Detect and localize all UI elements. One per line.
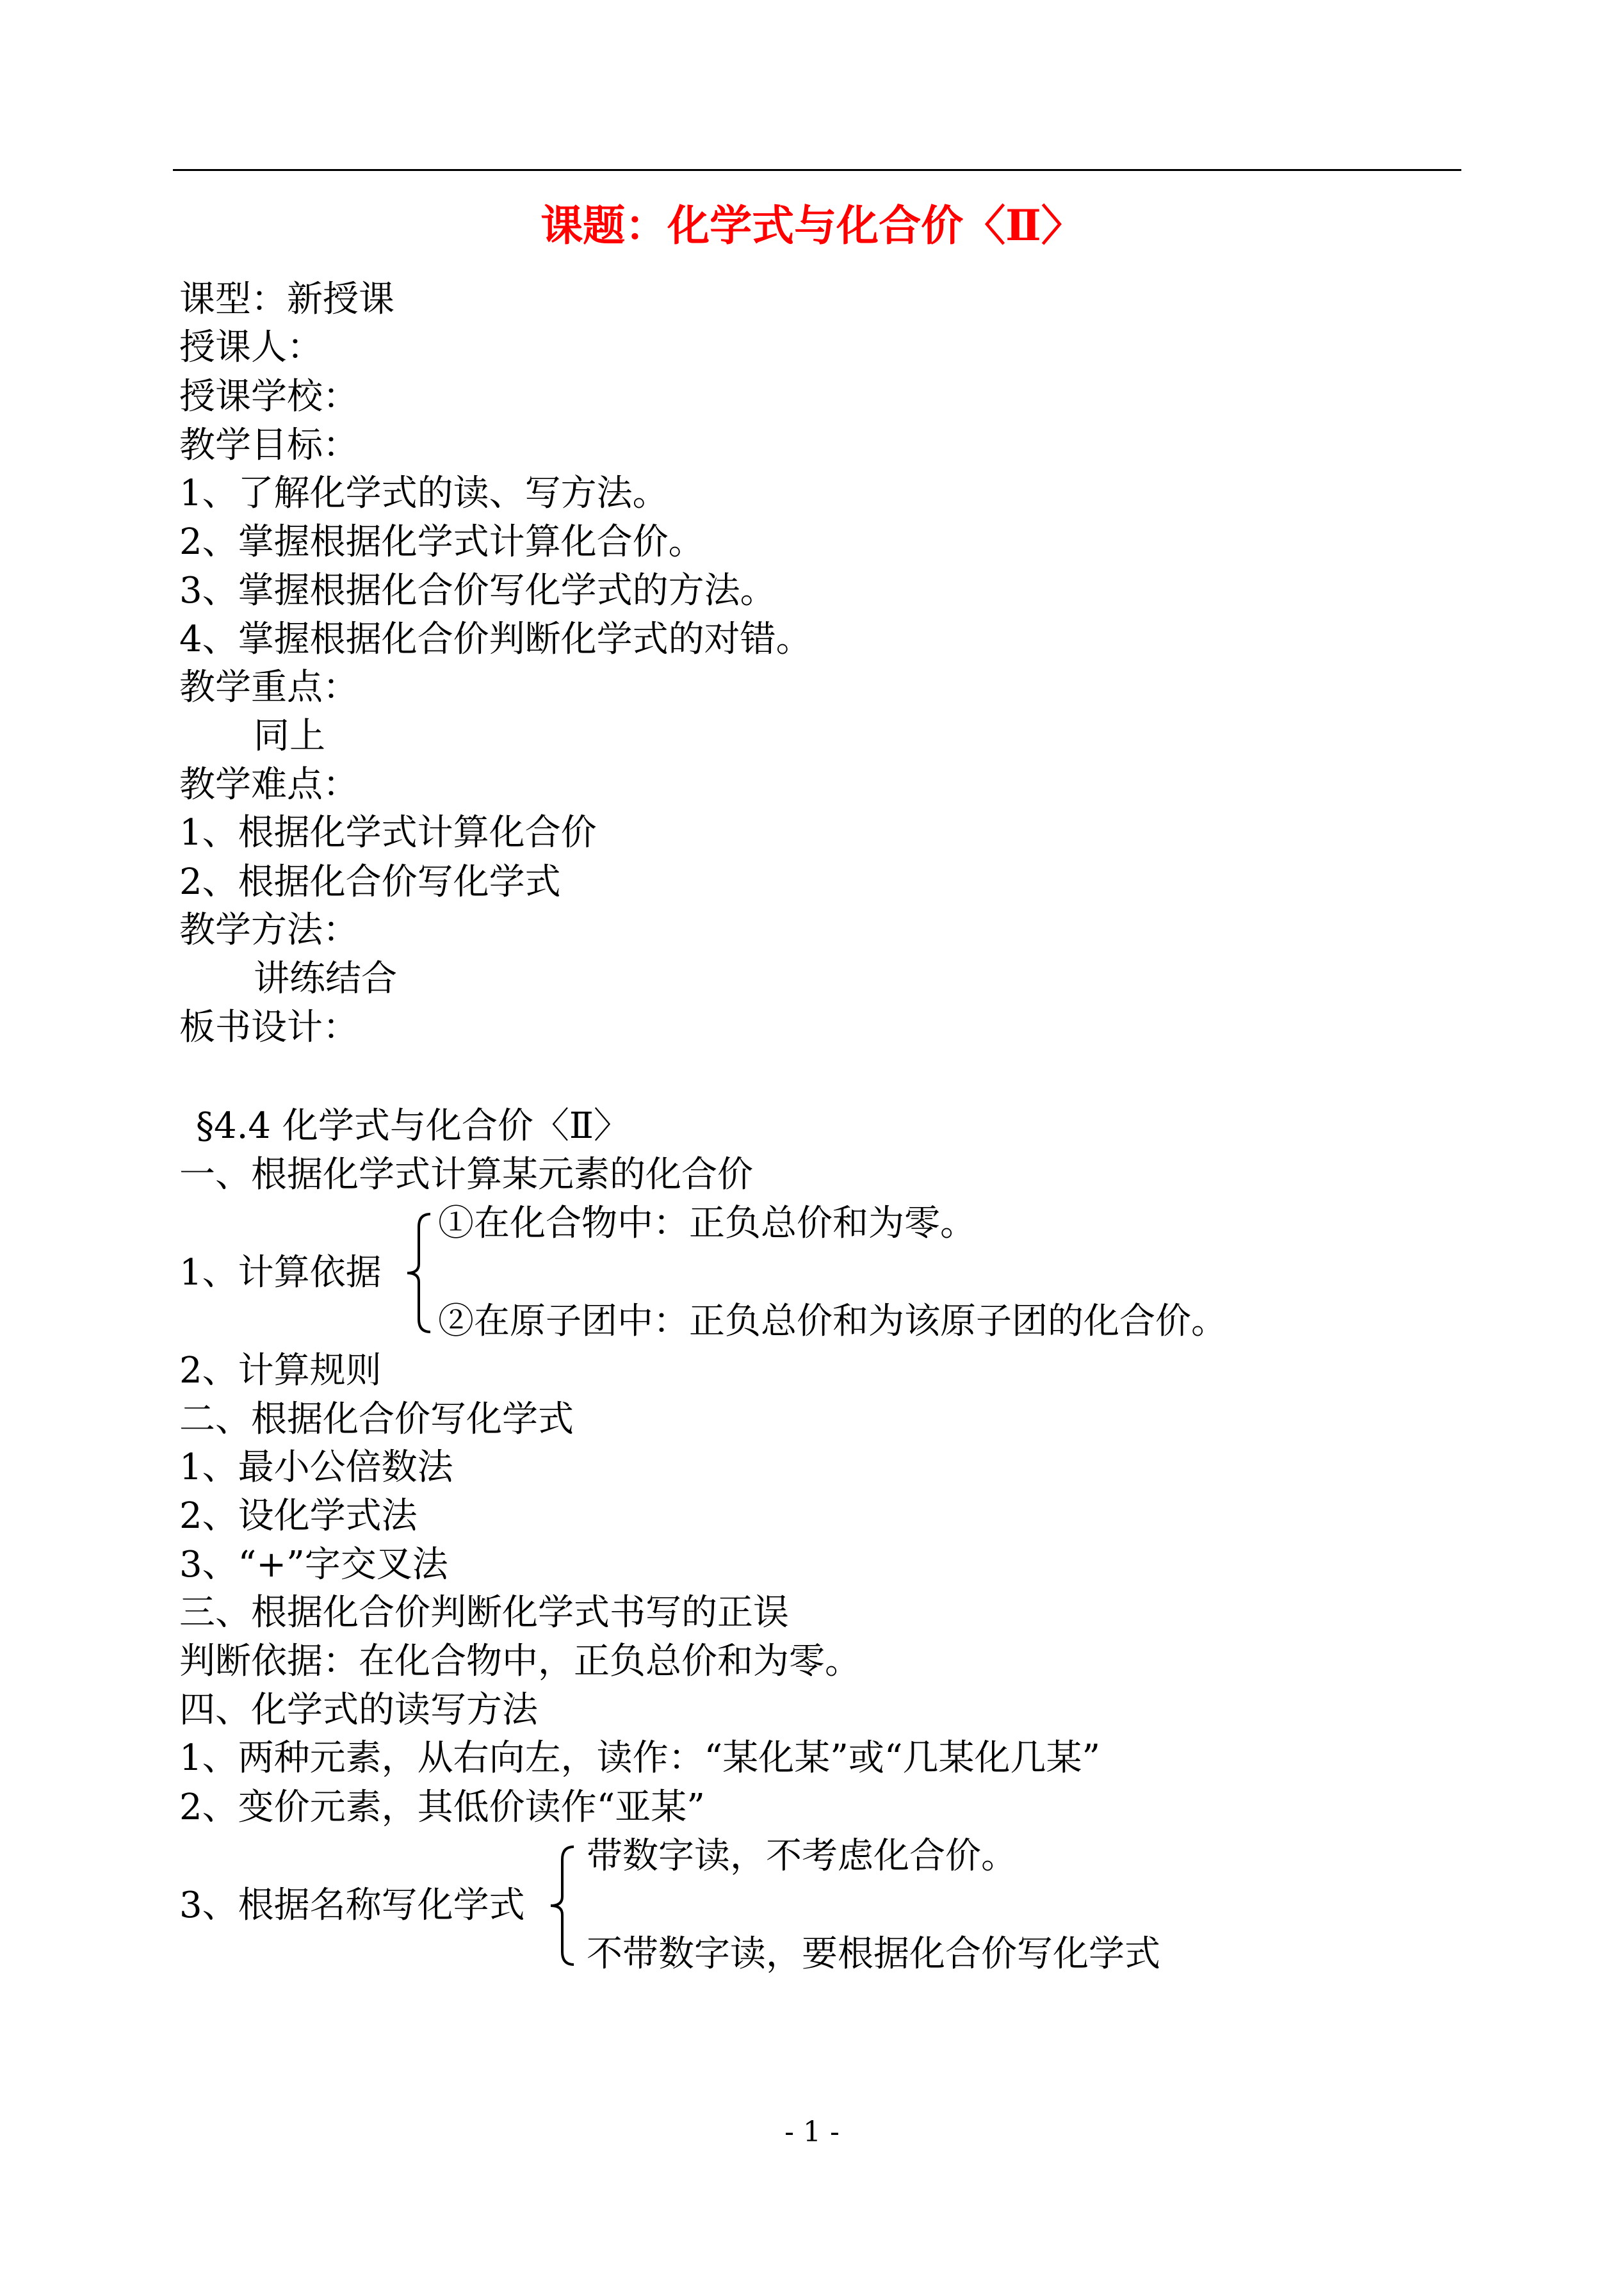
objective-item: 2、掌握根据化学式计算化合价。 xyxy=(179,521,704,563)
basis-label: 1、计算依据 xyxy=(179,1252,382,1293)
header-rule xyxy=(173,169,1461,171)
write-label: 3、根据名称写化学式 xyxy=(179,1885,525,1926)
part2-item: 3、“+”字交叉法 xyxy=(179,1544,448,1585)
objective-item: 3、掌握根据化合价写化学式的方法。 xyxy=(179,570,776,612)
school: 授课学校： xyxy=(179,376,359,418)
lesson-type: 课型：新授课 xyxy=(179,279,394,320)
page-title: 课题：化学式与化合价〈Ⅱ〉 xyxy=(540,200,1084,250)
board-design-heading: 板书设计： xyxy=(179,1007,359,1048)
key-points-content: 同上 xyxy=(254,715,325,757)
brace-write xyxy=(546,1844,578,1967)
part4-item: 1、两种元素，从右向左，读作：“某化某”或“几某化几某” xyxy=(179,1737,1101,1779)
part1-heading: 一、根据化学式计算某元素的化合价 xyxy=(179,1154,753,1196)
brace-basis xyxy=(402,1212,434,1334)
difficulties-heading: 教学难点： xyxy=(179,764,359,806)
page-number: - 1 - xyxy=(784,2116,840,2148)
methods-heading: 教学方法： xyxy=(179,909,359,951)
basis-item: ①在化合物中：正负总价和为零。 xyxy=(438,1203,976,1244)
objectives-heading: 教学目标： xyxy=(179,425,359,466)
write-item: 不带数字读，要根据化合价写化学式 xyxy=(587,1933,1160,1975)
part2-item: 1、最小公倍数法 xyxy=(179,1447,453,1488)
part4-item: 2、变价元素，其低价读作“亚某” xyxy=(179,1787,705,1828)
part3-basis: 判断依据：在化合物中，正负总价和为零。 xyxy=(179,1641,861,1682)
part3-heading: 三、根据化合价判断化学式书写的正误 xyxy=(179,1592,789,1634)
write-item: 带数字读，不考虑化合价。 xyxy=(587,1835,1017,1877)
part4-heading: 四、化学式的读写方法 xyxy=(179,1689,538,1731)
section-title: §4.4 化学式与化合价〈Ⅱ〉 xyxy=(196,1105,629,1147)
objective-item: 4、掌握根据化合价判断化学式的对错。 xyxy=(179,619,812,660)
difficulty-item: 1、根据化学式计算化合价 xyxy=(179,812,597,854)
difficulty-item: 2、根据化合价写化学式 xyxy=(179,861,561,903)
part2-item: 2、设化学式法 xyxy=(179,1495,418,1537)
methods-content: 讲练结合 xyxy=(254,958,397,1000)
objective-item: 1、了解化学式的读、写方法。 xyxy=(179,473,669,514)
part2-heading: 二、根据化合价写化学式 xyxy=(179,1399,574,1440)
calc-rule: 2、计算规则 xyxy=(179,1350,382,1391)
key-points-heading: 教学重点： xyxy=(179,667,359,708)
teacher: 授课人： xyxy=(179,327,323,368)
basis-item: ②在原子团中：正负总价和为该原子团的化合价。 xyxy=(438,1301,1227,1342)
